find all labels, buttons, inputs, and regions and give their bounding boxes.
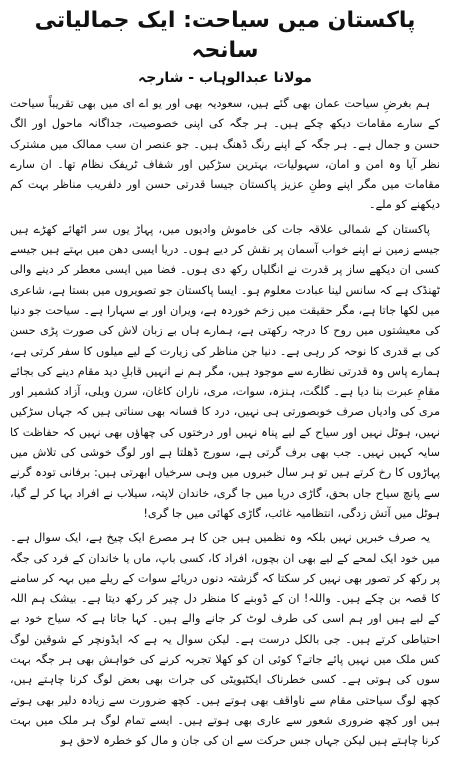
article-byline: مولانا عبدالوہاب - شارجہ (138, 70, 312, 86)
article-paragraph: ہم بغرضِ سیاحت عمان بھی گئے ہیں، سعودیہ بھی اور یو اے ای میں بھی تقریباً سیاحت کے سارے مقامات دیکھ چکے ہیں۔ ہر جگہ کی اپنی خصوصیت، جداگانہ ماحول اور الگ حسن و جمال ہے۔ ہر جگہ کے اپنے رنگ ڈھنگ ہیں۔ جو عنصر ان سب ممالک میں مشترک نظر آیا وہ امن و امان، سہولیات، بہترین سڑکیں اور شفاف ٹریفک نظام تھا۔ ان سارے مقامات میں مگر اپنے وطنِ عزیز پاکستان جیسا قدرتی حسن اور دلفریب مناظر بہت کم دیکھنے کو ملے۔ (10, 97, 440, 212)
article-paragraph: پاکستان کے شمالی علاقہ جات کی خاموش وادیوں میں، پہاڑ یوں سر اٹھائے کھڑے ہیں جیسے زمین نے اپنے خواب آسمان پر نقش کر دیے ہوں۔ دریا ایسی دھن میں بہتے ہیں جیسے کسی ان دیکھے ساز پر قدرت نے انگلیاں رکھ دی ہوں۔ فضا میں ایسی معطر کر دینے والی ٹھنڈک ہے کہ سانس لینا عبادت معلوم ہو۔ ایسا پاکستان جو تصویروں میں بستا ہے، شاعری میں لکھا جاتا ہے، مگر حقیقت میں زخم خوردہ ہے، ویران اور بے سہارا ہے۔ سیاحت جو دنیا کی معیشتوں میں روح کا درجہ رکھتی ہے، ہمارے ہاں بے زبان لاش کی صورت پڑی حسن کی بے قدری کا نوحہ کر رہی ہے۔ دنیا جن مناظر کی زیارت کے لیے میلوں کا سفر کرتی ہے، ہمارے پاس وہ قدرتی نظارے سے موجود ہیں، مگر ہم نے انہیں قابلِ دید مقام دینے کی بجائے مقامِ عبرت بنا دیا ہے۔ گلگت، ہنزہ، سوات، مری، ناران کاغان، سرن ویلی، آزاد کشمیر اور مری کی وادیاں صرف خوبصورتی ہی نہیں، درد کا فسانہ بھی سناتی ہیں کہ جہاں سڑکیں نہیں، ہوٹل نہیں اور سیاح کے لیے پناہ نہیں اور درختوں کی چھاؤں بھی نہیں کہ حفاظت کا سایہ کہیں نہیں۔ جب بھی برف گرتی ہے، سورج ڈھلتا ہے اور لوگ خوشی کی تلاش میں پہاڑوں کا رخ کرتے ہیں تو ہر سال خبروں میں وہی سرخیاں ابھرتی ہیں: برفانی تودہ گرنے سے پانچ سیاح جاں بحق، گاڑی دریا میں جا گری، خاندان لاپتہ، سیلاب نے افراد بہا کر لے گیا، ہوٹل میں آتش زدگی، انتظامیہ غائب، گاڑی کھائی میں جا گری! (10, 222, 440, 520)
article-title: پاکستان میں سیاحت: ایک جمالیاتی سانحہ (34, 8, 416, 63)
article-paragraph: یہ صرف خبریں نہیں بلکہ وہ نظمیں ہیں جن کا ہر مصرع ایک چیخ ہے، ایک سوال ہے۔ میں خود ایک لمحے کے لیے بھی ان بچوں، افراد کا، کسی باپ، ماں یا خاندان کے فرد کی جگہ پر رکھ کر تصور بھی نہیں کر سکتا کہ گزشتہ دنوں دریائے سوات کے ریلے میں بہہ کر سامنے کا قصہ بن چکے ہیں۔ واللہ! ان کے ڈوبنے کا منظر دل چیر کر رکھ دیتا ہے۔ بیشک ہم اللہ کے لیے ہیں اور ہم اسی کی طرف لوٹ کر جانے والے ہیں۔ کہا جاتا ہے کہ سیاح خود بے احتیاطی کرتے ہیں۔ جی بالکل درست ہے۔ لیکن سوال یہ ہے کہ ایڈونچر کے شوقین لوگ کس ملک میں نہیں پائے جاتے؟ کوئی ان کو کھلا تجربہ کرنے کی خواہش بھی ہر جگہ بہت سوں کی ہوتی ہے۔ کسی خطرناک ایکٹیویٹی کی جرات بھی بعض لوگ کرنا چاہتے ہیں، کچھ لوگ سیاحتی مقام سے ناواقف بھی ہوتے ہیں۔ کچھ ضرورت سے زیادہ دلیر بھی ہوتے ہیں اور کچھ ضروری شعور سے عاری بھی ہوتے ہیں۔ ایسے تمام لوگ ہر ملک میں بہت کرنا چاہتے ہیں لیکن جہاں جس حرکت سے ان کی جان و مال کو خطرہ لاحق ہو (10, 531, 440, 748)
